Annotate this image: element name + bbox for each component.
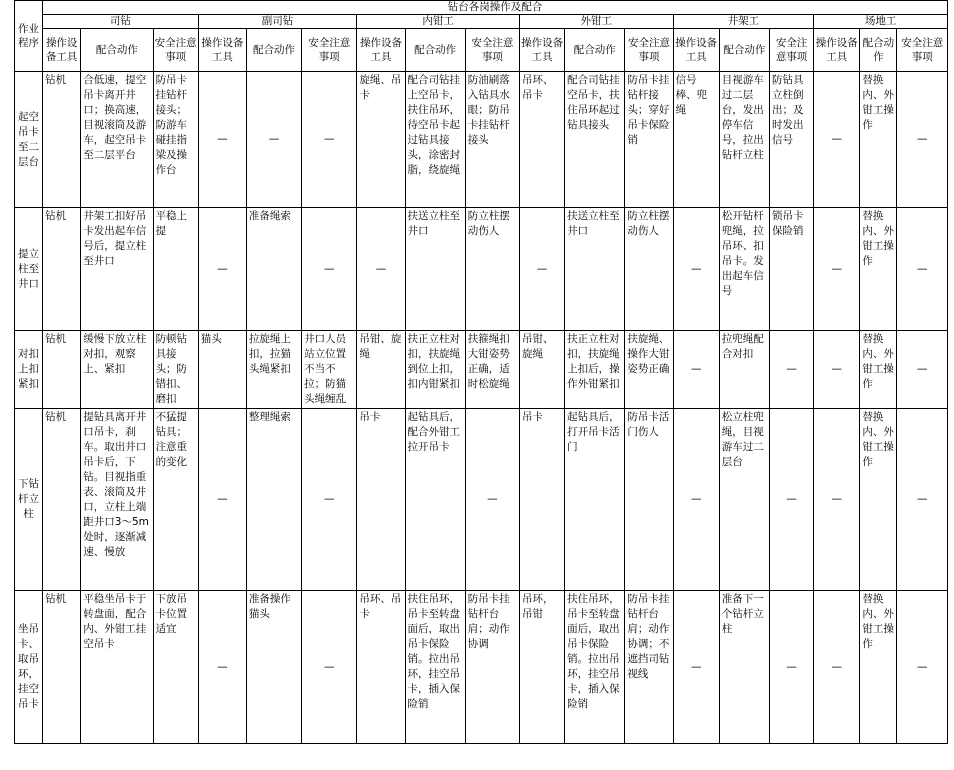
- role-header-outer-tong: 外钳工: [520, 15, 674, 29]
- table-cell: 防吊卡挂钻杆台肩；动作协调；不遮挡司钻视线: [625, 591, 673, 744]
- table-cell: —: [673, 331, 719, 409]
- table-cell: 防钻具立柱倒出；及时发出信号: [769, 72, 813, 208]
- table-cell: 缓慢下放立柱对扣，观察上、紧扣: [81, 331, 153, 409]
- table-cell: 拉旋绳上扣，拉猫头绳紧扣: [246, 331, 301, 409]
- table-cell: 防吊卡挂钻杆台肩；动作协调: [465, 591, 519, 744]
- table-cell: 扶正立柱对扣，扶旋绳到位上扣，扣内钳紧扣: [405, 331, 465, 409]
- table-cell: —: [302, 72, 357, 208]
- table-cell: —: [814, 208, 860, 331]
- role-header-assistant-driller: 副司钻: [198, 15, 357, 29]
- table-cell: —: [897, 72, 948, 208]
- table-cell: 钻机: [43, 208, 81, 331]
- sub-header-tools: 操作设备工具: [520, 29, 565, 72]
- table-cell: 吊卡: [520, 409, 565, 591]
- table-cell: 钻机: [43, 331, 81, 409]
- table-cell: 松立柱兜绳，目视游车过二层台: [719, 409, 769, 591]
- table-cell: 防油刷落入钻具水眼；防吊卡挂钻杆接头: [465, 72, 519, 208]
- role-header-driller: 司钻: [43, 15, 199, 29]
- table-cell: 合低速，提空吊卡离开井口；换高速，目视滚筒及游车，起空吊卡至二层平台: [81, 72, 153, 208]
- table-cell: 松开钻杆兜绳，拉吊环、扣吊卡。发出起车信号: [719, 208, 769, 331]
- table-cell: 平稳上提: [153, 208, 198, 331]
- sub-header-action: 配合动作: [565, 29, 625, 72]
- table-cell: 替换内、外钳工操作: [860, 72, 897, 208]
- table-cell: —: [769, 409, 813, 591]
- table-cell: —: [357, 208, 405, 331]
- role-header-derrickman: 井架工: [673, 15, 814, 29]
- table-cell: —: [673, 591, 719, 744]
- role-header-floorhand: 场地工: [814, 15, 948, 29]
- role-header-inner-tong: 内钳工: [357, 15, 520, 29]
- table-cell: —: [198, 208, 246, 331]
- table-cell: 替换内、外钳工操作: [860, 331, 897, 409]
- table-cell: 替换内、外钳工操作: [860, 591, 897, 744]
- table-cell: —: [465, 409, 519, 591]
- table-cell: —: [814, 409, 860, 591]
- table-cell: —: [814, 331, 860, 409]
- table-cell: 下放吊卡位置适宜: [153, 591, 198, 744]
- table-cell: 提钻具离开井口吊卡，刹车。取出井口吊卡后，下钻。目视指重表、滚筒及井口，立柱上端距井口3～5m处时，逐渐减速、慢放: [81, 409, 153, 591]
- table-cell: 配合司钻挂上空吊卡，扶住吊环，待空吊卡起过钻具接头，涂密封脂，绕旋绳: [405, 72, 465, 208]
- row-step-label: 坐吊卡、取吊环，挂空吊卡: [15, 591, 43, 744]
- table-cell: 准备下一个钻杆立柱: [719, 591, 769, 744]
- table-cell: 防吊卡挂钻杆接头；防游车碰挂指梁及操作台: [153, 72, 198, 208]
- sub-header-safety: 安全注意事项: [625, 29, 673, 72]
- table-title: 钻台各岗操作及配合: [43, 1, 948, 15]
- table-cell: —: [897, 331, 948, 409]
- table-cell: —: [673, 409, 719, 591]
- table-cell: 吊钳、旋绳: [357, 331, 405, 409]
- table-cell: 扶送立柱至井口: [405, 208, 465, 331]
- table-cell: 吊环、吊卡: [357, 591, 405, 744]
- table-cell: 扶箍绳扣大钳姿势正确，适时松旋绳: [465, 331, 519, 409]
- sub-header-action: 配合动作: [246, 29, 301, 72]
- table-cell: 不猛提钻具；注意重的变化: [153, 409, 198, 591]
- table-cell: 钻机: [43, 72, 81, 208]
- program-header: 作业程序: [15, 1, 43, 72]
- table-cell: 防顿钻具接头；防错扣、磨扣: [153, 331, 198, 409]
- table-cell: 准备操作猫头: [246, 591, 301, 744]
- sub-header-tools: 操作设备工具: [814, 29, 860, 72]
- table-cell: 吊环，吊钳: [520, 591, 565, 744]
- table-cell: —: [673, 208, 719, 331]
- sub-header-safety: 安全注意事项: [153, 29, 198, 72]
- table-cell: —: [897, 409, 948, 591]
- table-cell: 替换内、外钳工操作: [860, 208, 897, 331]
- sub-header-tools: 操作设备工具: [198, 29, 246, 72]
- table-cell: 井口人员站立位置不当不拉；防猫头绳缠乱: [302, 331, 357, 409]
- table-cell: 扶正立柱对扣，扶旋绳上扣后，操作外钳紧扣: [565, 331, 625, 409]
- table-row: [15, 409, 948, 591]
- table-cell: 目视游车过二层台，发出停车信号，拉出钻杆立柱: [719, 72, 769, 208]
- row-step-label: 下钻杆立柱: [15, 409, 43, 591]
- row-step-label: 起空吊卡至二层台: [15, 72, 43, 208]
- table-cell: —: [302, 591, 357, 744]
- table-cell: 旋绳、吊卡: [357, 72, 405, 208]
- table-cell: —: [814, 72, 860, 208]
- sub-header-action: 配合动作: [81, 29, 153, 72]
- table-cell: 起钻具后，配合外钳工拉开吊卡: [405, 409, 465, 591]
- sub-header-action: 配合动作: [860, 29, 897, 72]
- table-row: [15, 591, 948, 744]
- table-cell: —: [198, 72, 246, 208]
- table-cell: —: [897, 208, 948, 331]
- table-cell: 平稳坐吊卡于转盘面，配合内、外钳工挂空吊卡: [81, 591, 153, 744]
- table-cell: 扶住吊环，吊卡至转盘面后，取出吊卡保险销。拉出吊环，挂空吊卡，插入保险销: [565, 591, 625, 744]
- sub-header-safety: 安全注意事项: [897, 29, 948, 72]
- table-cell: 钻机: [43, 591, 81, 744]
- sub-header-safety: 安全注意事项: [769, 29, 813, 72]
- table-cell: —: [302, 409, 357, 591]
- table-cell: —: [302, 208, 357, 331]
- table-cell: 防立柱摆动伤人: [625, 208, 673, 331]
- sub-header-safety: 安全注意事项: [465, 29, 519, 72]
- table-cell: 吊钳、旋绳: [520, 331, 565, 409]
- table-cell: —: [897, 591, 948, 744]
- table-cell: —: [198, 409, 246, 591]
- table-cell: —: [246, 72, 301, 208]
- row-step-label: 提立柱至井口: [15, 208, 43, 331]
- sub-header-tools: 操作设备工具: [43, 29, 81, 72]
- table-cell: 防吊卡挂钻杆接头；穿好吊卡保险销: [625, 72, 673, 208]
- table-cell: 猫头: [198, 331, 246, 409]
- table-cell: 锁吊卡保险销: [769, 208, 813, 331]
- table-cell: 扶旋绳、操作大钳姿势正确: [625, 331, 673, 409]
- table-cell: 替换内、外钳工操作: [860, 409, 897, 591]
- table-cell: —: [814, 591, 860, 744]
- table-cell: 吊卡: [357, 409, 405, 591]
- sub-header-tools: 操作设备工具: [357, 29, 405, 72]
- table-row: [15, 331, 948, 409]
- table-cell: 配合司钻挂空吊卡，扶住吊环起过钻具接头: [565, 72, 625, 208]
- table-body: [15, 72, 948, 744]
- table-cell: 整理绳索: [246, 409, 301, 591]
- table-cell: —: [198, 591, 246, 744]
- document-page: [14, 0, 948, 744]
- table-cell: —: [520, 208, 565, 331]
- table-cell: 扶送立柱至井口: [565, 208, 625, 331]
- sub-header-tools: 操作设备工具: [673, 29, 719, 72]
- table-cell: 起钻具后，打开吊卡活门: [565, 409, 625, 591]
- table-cell: 信号棒、兜绳: [673, 72, 719, 208]
- table-cell: 防立柱摆动伤人: [465, 208, 519, 331]
- drill-floor-operation-table: [14, 0, 948, 744]
- table-cell: 防吊卡活门伤人: [625, 409, 673, 591]
- table-cell: 吊环、吊卡: [520, 72, 565, 208]
- table-cell: 扶住吊环，吊卡至转盘面后，取出吊卡保险销。拉出吊环，挂空吊卡，插入保险销: [405, 591, 465, 744]
- table-row: [15, 208, 948, 331]
- table-cell: —: [769, 591, 813, 744]
- table-row: [15, 72, 948, 208]
- table-cell: 钻机: [43, 409, 81, 591]
- table-cell: 准备绳索: [246, 208, 301, 331]
- sub-header-action: 配合动作: [719, 29, 769, 72]
- sub-header-safety: 安全注意事项: [302, 29, 357, 72]
- sub-header-action: 配合动作: [405, 29, 465, 72]
- table-cell: 井架工扣好吊卡发出起车信号后，提立柱至井口: [81, 208, 153, 331]
- row-step-label: 对扣上扣紧扣: [15, 331, 43, 409]
- table-cell: 拉兜绳配合对扣: [719, 331, 769, 409]
- table-cell: —: [769, 331, 813, 409]
